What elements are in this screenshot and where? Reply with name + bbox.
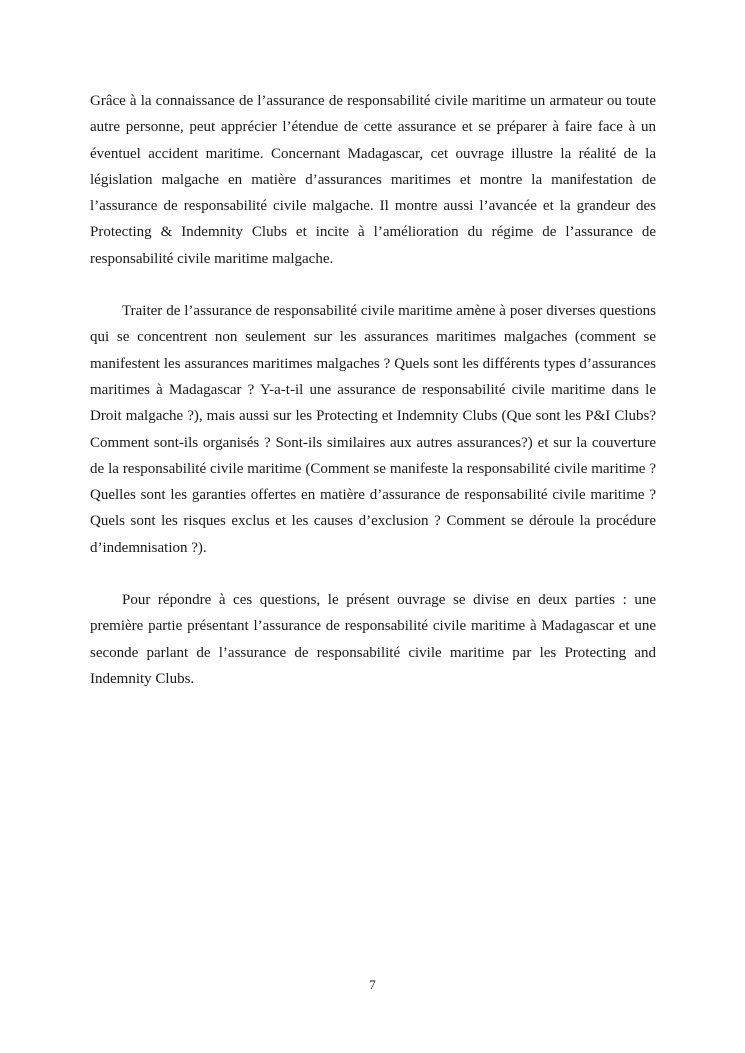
document-body xyxy=(90,88,656,692)
paragraph-questions: Traiter de l’assurance de responsabilité civile maritime amène à poser diverses questions qui se concentrent non seulement sur les assurances maritimes malgaches (comment se manifestent les assurances maritimes malgaches ? Quels sont les différents types d’assurances maritimes à Madagascar ? Y-a-t-il une assurance de responsabilité civile maritime dans le Droit malgache ?), mais aussi sur les Protecting et Indemnity Clubs (Que sont les P&I Clubs? Comment sont-ils organisés ? Sont-ils similaires aux autres assurances?) et sur la couverture de la responsabilité civile maritime (Comment se manifeste la responsabilité civile maritime ? Quelles sont les garanties offertes en matière d’assurance de responsabilité civile maritime ? Quels sont les risques exclus et les causes d’exclusion ? Comment se déroule la procédure d’indemnisation ?). xyxy=(90,303,656,556)
page-number: 7 xyxy=(369,977,376,992)
paragraph-intro: Grâce à la connaissance de l’assurance de responsabilité civile maritime un armateur ou toute autre personne, peut apprécier l’étendue de cette assurance et se préparer à faire face à un éventuel accident maritime. Concernant Madagascar, cet ouvrage illustre la réalité de la législation malgache en matière d’assurances maritimes et montre la manifestation de l’assurance de responsabilité civile malgache. Il montre aussi l’avancée et la grandeur des Protecting & Indemnity Clubs et incite à l’amélioration du régime de l’assurance de responsabilité civile maritime malgache. xyxy=(90,93,656,267)
paragraph-plan: Pour répondre à ces questions, le présent ouvrage se divise en deux parties : une première partie présentant l’assurance de responsabilité civile maritime à Madagascar et une seconde parlant de l’assurance de responsabilité civile maritime par les Protecting and Indemnity Clubs. xyxy=(90,592,656,687)
